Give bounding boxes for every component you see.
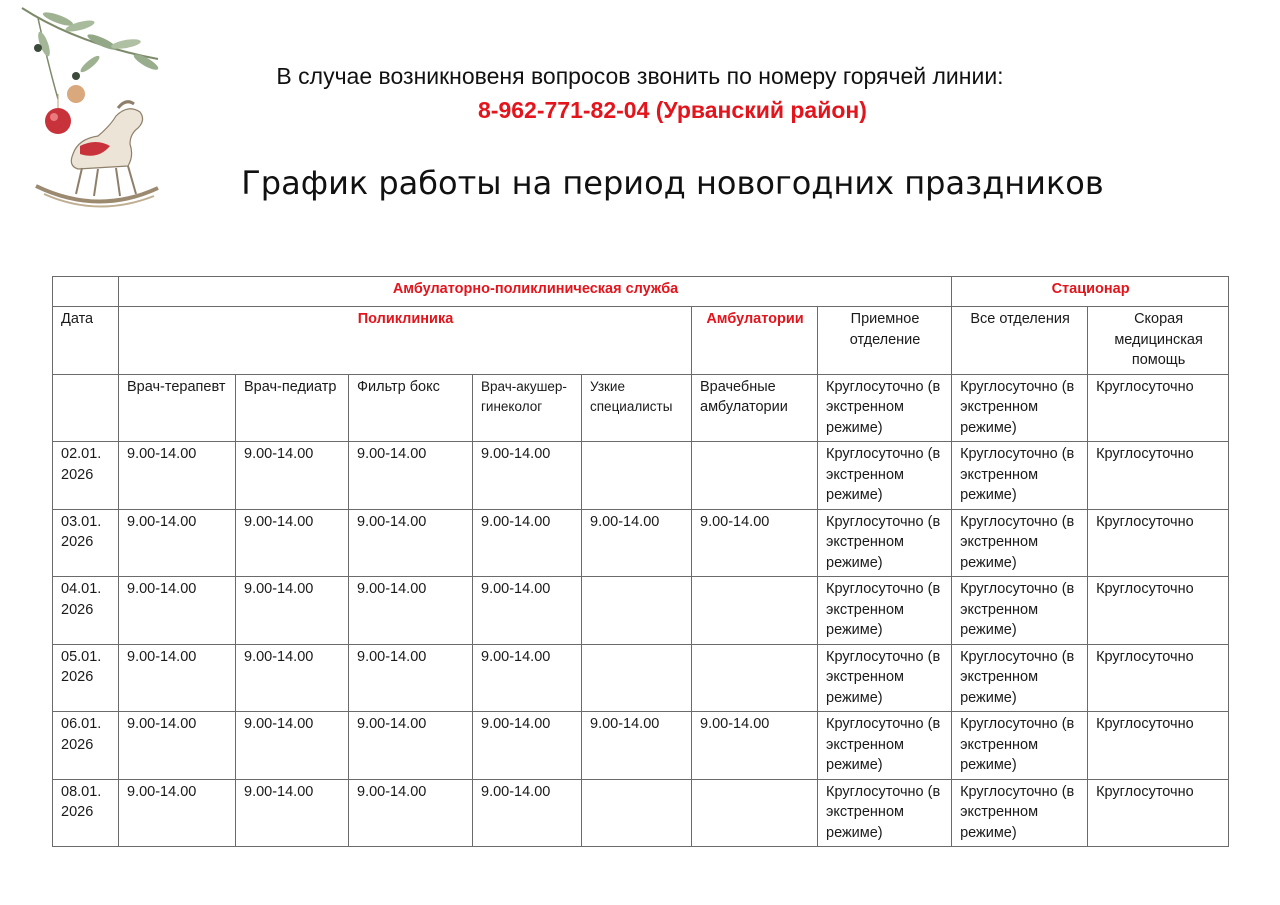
cell: Круглосуточно (в экстренном режиме): [818, 442, 952, 510]
col-ambulance: Круглосуточно: [1088, 374, 1229, 442]
cell: 9.00-14.00: [349, 442, 473, 510]
cell: Круглосуточно (в экстренном режиме): [952, 442, 1088, 510]
group-header-row: [53, 277, 1229, 307]
row-date: 02.01. 2026: [53, 442, 119, 510]
cell: 9.00-14.00: [692, 509, 818, 577]
header-ambulance: Скорая медицинская помощь: [1088, 307, 1229, 375]
table-row: [53, 442, 1229, 510]
cell: 9.00-14.00: [349, 779, 473, 847]
cell: Круглосуточно (в экстренном режиме): [818, 779, 952, 847]
cell: 9.00-14.00: [119, 577, 236, 645]
empty-cell: [53, 374, 119, 442]
col-reception: Круглосуточно (в экстренном режиме): [818, 374, 952, 442]
header-ambulatories: Амбулатории: [692, 307, 818, 375]
cell: Круглосуточно: [1088, 577, 1229, 645]
table-row: [53, 712, 1229, 780]
row-date: 04.01. 2026: [53, 577, 119, 645]
cell: Круглосуточно (в экстренном режиме): [818, 509, 952, 577]
cell: [582, 442, 692, 510]
schedule-table: [52, 276, 1229, 847]
header-reception: Приемное отделение: [818, 307, 952, 375]
row-date: 03.01. 2026: [53, 509, 119, 577]
cell: [582, 644, 692, 712]
header-all-departments: Все отделения: [952, 307, 1088, 375]
cell: 9.00-14.00: [473, 442, 582, 510]
cell: 9.00-14.00: [236, 509, 349, 577]
cell: 9.00-14.00: [473, 509, 582, 577]
cell: Круглосуточно: [1088, 644, 1229, 712]
header-date: Дата: [53, 307, 119, 375]
row-date: 05.01. 2026: [53, 644, 119, 712]
cell: 9.00-14.00: [119, 712, 236, 780]
cell: 9.00-14.00: [349, 712, 473, 780]
hotline-note: В случае возникновеня вопросов звонить по номеру горячей линии:: [276, 63, 1004, 89]
cell: 9.00-14.00: [119, 644, 236, 712]
table-row: [53, 577, 1229, 645]
page-title: График работы на период новогодних праздников: [241, 164, 1104, 202]
cell: 9.00-14.00: [119, 509, 236, 577]
cell: 9.00-14.00: [473, 779, 582, 847]
header-ambulatory-service: Амбулаторно-поликлиническая служба: [119, 277, 952, 307]
cell: 9.00-14.00: [236, 779, 349, 847]
cell: Круглосуточно: [1088, 779, 1229, 847]
cell: [582, 577, 692, 645]
cell: Круглосуточно (в экстренном режиме): [952, 779, 1088, 847]
cell: 9.00-14.00: [473, 577, 582, 645]
col-ambulatories: Врачебные амбулатории: [692, 374, 818, 442]
cell: 9.00-14.00: [236, 644, 349, 712]
cell: 9.00-14.00: [473, 712, 582, 780]
cell: 9.00-14.00: [119, 442, 236, 510]
cell: 9.00-14.00: [349, 644, 473, 712]
cell: Круглосуточно (в экстренном режиме): [818, 712, 952, 780]
cell: 9.00-14.00: [236, 712, 349, 780]
col-specialists: Узкие специалисты: [582, 374, 692, 442]
cell: Круглосуточно: [1088, 712, 1229, 780]
cell: [692, 442, 818, 510]
row-date: 08.01. 2026: [53, 779, 119, 847]
col-pediatrician: Врач-педиатр: [236, 374, 349, 442]
cell: [692, 779, 818, 847]
table-row: [53, 509, 1229, 577]
cell: 9.00-14.00: [692, 712, 818, 780]
sub-header-row: [53, 307, 1229, 375]
cell: [692, 644, 818, 712]
cell: Круглосуточно (в экстренном режиме): [952, 577, 1088, 645]
cell: Круглосуточно (в экстренном режиме): [952, 712, 1088, 780]
cell: Круглосуточно (в экстренном режиме): [818, 644, 952, 712]
cell: [582, 779, 692, 847]
header-hospital: Стационар: [952, 277, 1229, 307]
cell: Круглосуточно: [1088, 442, 1229, 510]
table-row: [53, 779, 1229, 847]
col-obstetrician: Врач-акушер-гинеколог: [473, 374, 582, 442]
cell: Круглосуточно (в экстренном режиме): [952, 644, 1088, 712]
cell: Круглосуточно: [1088, 509, 1229, 577]
cell: 9.00-14.00: [236, 442, 349, 510]
cell: 9.00-14.00: [349, 509, 473, 577]
cell: Круглосуточно (в экстренном режиме): [952, 509, 1088, 577]
cell: 9.00-14.00: [582, 712, 692, 780]
header-polyclinic: Поликлиника: [119, 307, 692, 375]
col-filter-box: Фильтр бокс: [349, 374, 473, 442]
cell: 9.00-14.00: [473, 644, 582, 712]
cell: 9.00-14.00: [349, 577, 473, 645]
row-date: 06.01. 2026: [53, 712, 119, 780]
cell: Круглосуточно (в экстренном режиме): [818, 577, 952, 645]
col-therapist: Врач-терапевт: [119, 374, 236, 442]
cell: [692, 577, 818, 645]
cell: 9.00-14.00: [236, 577, 349, 645]
table-row: [53, 644, 1229, 712]
column-header-row: [53, 374, 1229, 442]
col-all-departments: Круглосуточно (в экстренном режиме): [952, 374, 1088, 442]
cell: 9.00-14.00: [119, 779, 236, 847]
cell: 9.00-14.00: [582, 509, 692, 577]
empty-cell: [53, 277, 119, 307]
hotline-phone: 8-962-771-82-04 (Урванский район): [478, 97, 867, 123]
